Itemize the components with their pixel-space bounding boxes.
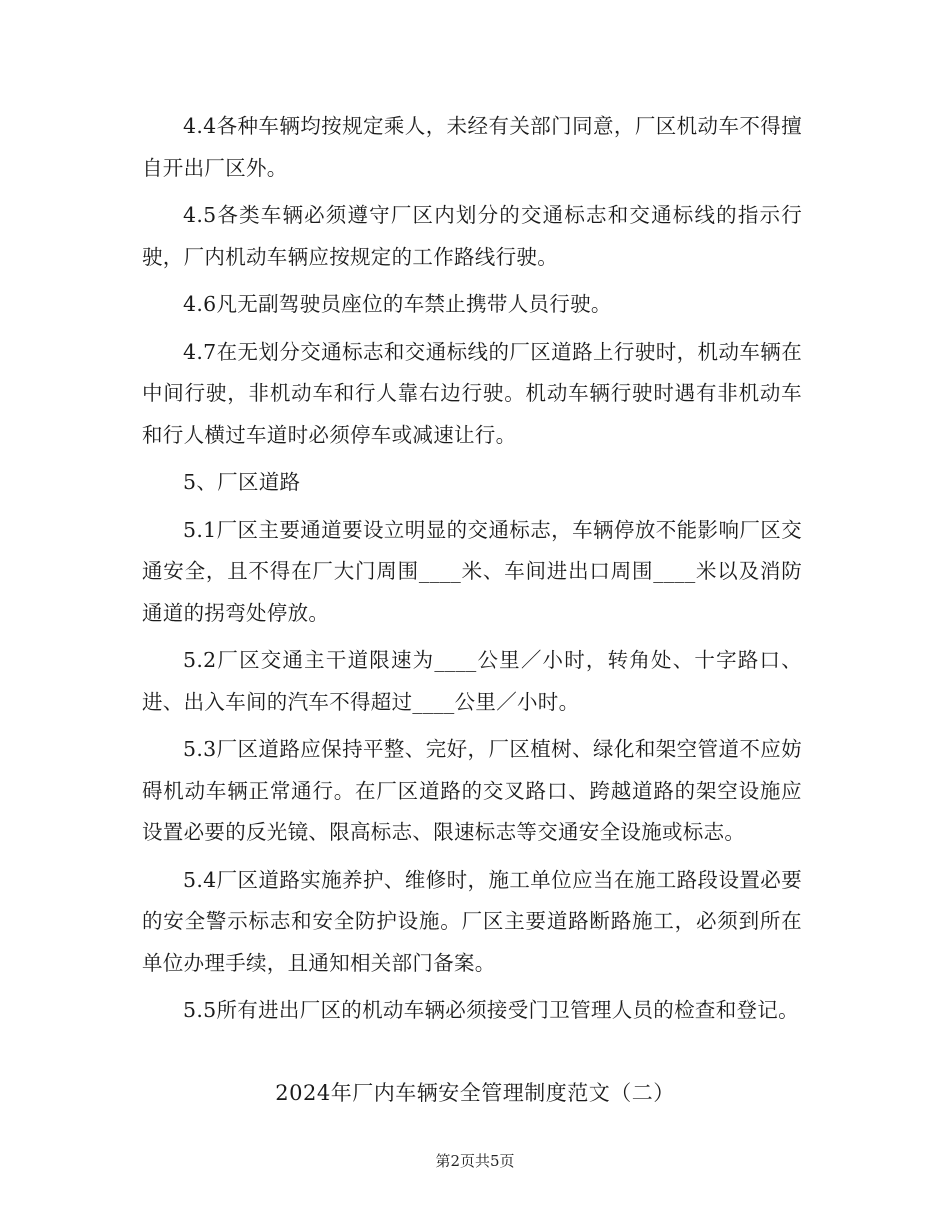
- paragraph-4-5: 4.5各类车辆必须遵守厂区内划分的交通标志和交通标线的指示行驶，厂内机动车辆应按规定的工作路线行驶。: [142, 203, 802, 269]
- paragraph-5-1: 5.1厂区主要通道要设立明显的交通标志，车辆停放不能影响厂区交通安全，且不得在厂大门周围____米、车间进出口周围____米以及消防通道的拐弯处停放。: [142, 517, 802, 625]
- section-heading-5: 5、厂区道路: [183, 470, 301, 494]
- document-body: [142, 106, 802, 1038]
- paragraph-4-6: 4.6凡无副驾驶员座位的车禁止携带人员行驶。: [183, 292, 612, 316]
- paragraph-4-4: 4.4各种车辆均按规定乘人，未经有关部门同意，厂区机动车不得擅自开出厂区外。: [142, 114, 802, 180]
- paragraph-5-2: 5.2厂区交通主干道限速为____公里／小时，转角处、十字路口、进、出入车间的汽车不得超过____公里／小时。: [142, 648, 802, 714]
- paragraph-4-7: 4.7在无划分交通标志和交通标线的厂区道路上行驶时，机动车辆在中间行驶，非机动车和行人靠右边行驶。机动车辆行驶时遇有非机动车和行人横过车道时必须停车或减速让行。: [142, 339, 802, 447]
- document-heading: 2024年厂内车辆安全管理制度范文（二）: [275, 1081, 675, 1105]
- paragraph-5-4: 5.4厂区道路实施养护、维修时，施工单位应当在施工路段设置必要的安全警示标志和安全防护设施。厂区主要道路断路施工，必须到所在单位办理手续，且通知相关部门备案。: [142, 867, 802, 975]
- page-number-footer: 第2页共5页: [435, 1152, 515, 1170]
- paragraph-5-3: 5.3厂区道路应保持平整、完好，厂区植树、绿化和架空管道不应妨碍机动车辆正常通行。在厂区道路的交叉路口、跨越道路的架空设施应设置必要的反光镜、限高标志、限速标志等交通安全设施或标志。: [142, 737, 802, 844]
- paragraph-5-5: 5.5所有进出厂区的机动车辆必须接受门卫管理人员的检查和登记。: [183, 998, 799, 1022]
